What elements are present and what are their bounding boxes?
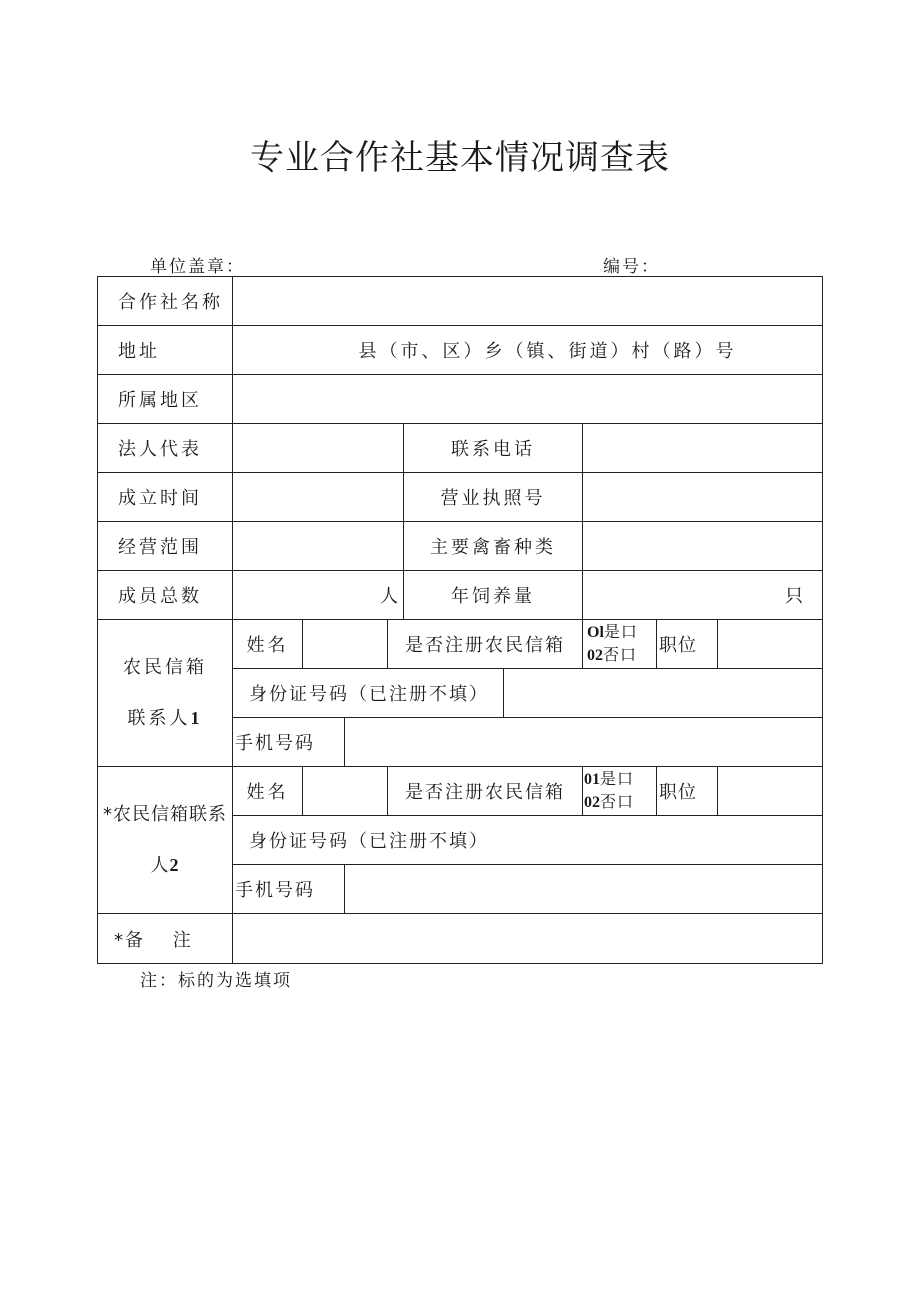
contact2-position-label: 职位 [656,766,718,816]
members-label: 成员总数 [97,570,233,620]
livestock-label: 主要禽畜种类 [403,521,583,571]
contact1-position-field[interactable] [717,619,823,669]
contact1-option-no-code: 02 [587,647,603,664]
contact2-option-yes[interactable] [584,768,634,791]
address-template: 县（市、区）乡（镇、街道）村（路）号 [358,341,737,362]
contact2-option-no-text: 否口 [600,792,635,811]
members-field[interactable] [232,570,404,620]
contact2-registered-options[interactable] [582,766,657,816]
document-title: 专业合作社基本情况调查表 [250,138,670,178]
contact1-label [97,619,233,767]
contact1-label-line1: 农民信箱 [123,656,207,678]
footnote: 注：标的为选填项 [140,971,292,991]
contact2-option-yes-code: 01 [584,771,600,788]
unit-seal-label: 单位盖章： [150,257,245,277]
livestock-field[interactable] [582,521,823,571]
contact1-option-no[interactable] [587,644,637,667]
members-unit: 人 [380,586,401,607]
contact1-label-line2 [128,693,203,744]
contact2-position-field[interactable] [717,766,823,816]
contact2-registered-label: 是否注册农民信箱 [387,766,583,816]
founded-field[interactable] [232,472,404,522]
contact2-mobile-field[interactable] [344,864,823,914]
contact2-option-no-code: 02 [584,794,600,811]
contact1-name-label: 姓名 [232,619,303,669]
address-field[interactable] [232,325,823,375]
address-label: 地址 [97,325,233,375]
founded-label: 成立时间 [97,472,233,522]
contact2-label-line1: *农民信箱联系 [103,803,227,825]
scope-label: 经营范围 [97,521,233,571]
legal-rep-field[interactable] [232,423,404,473]
remarks-field[interactable] [232,913,823,964]
license-field[interactable] [582,472,823,522]
contact1-option-yes-code: Ol [587,624,604,641]
remarks-label: *备 注 [97,913,233,964]
region-field[interactable] [232,374,823,424]
contact1-mobile-label: 手机号码 [232,717,345,767]
phone-field[interactable] [582,423,823,473]
license-label: 营业执照号 [403,472,583,522]
contact1-registered-options[interactable] [582,619,657,669]
region-label: 所属地区 [97,374,233,424]
contact2-mobile-label: 手机号码 [232,864,345,914]
contact1-option-yes-text: 是口 [603,622,638,641]
contact1-id-field[interactable] [503,668,823,718]
serial-number-label: 编号： [603,257,660,277]
contact2-label-line2-num: 2 [169,854,180,875]
contact2-name-label: 姓名 [232,766,303,816]
survey-form-table [97,276,823,964]
contact1-label-line2-num: 1 [190,707,203,728]
contact2-label [97,766,233,914]
contact1-position-label: 职位 [656,619,718,669]
coop-name-label: 合作社名称 [97,276,233,326]
contact2-label-line2-text: 人 [150,854,170,876]
contact1-mobile-field[interactable] [344,717,823,767]
contact2-id-label: 身份证号码（已注册不填） [249,831,489,852]
contact1-registered-label: 是否注册农民信箱 [387,619,583,669]
contact1-id-label: 身份证号码（已注册不填） [232,668,504,718]
contact2-option-yes-text: 是口 [600,769,635,788]
contact1-option-no-text: 否口 [603,645,638,664]
legal-rep-label: 法人代表 [97,423,233,473]
contact1-label-line2-text: 联系人 [127,707,191,729]
annual-field[interactable] [582,570,823,620]
contact2-name-field[interactable] [302,766,388,816]
contact2-option-no[interactable] [584,791,634,814]
contact2-id-row[interactable] [232,815,823,865]
phone-label: 联系电话 [403,423,583,473]
coop-name-field[interactable] [232,276,823,326]
annual-unit: 只 [785,586,806,607]
contact1-name-field[interactable] [302,619,388,669]
scope-field[interactable] [232,521,404,571]
annual-label: 年饲养量 [403,570,583,620]
contact2-label-line2 [151,840,180,891]
contact1-option-yes[interactable] [587,621,638,644]
